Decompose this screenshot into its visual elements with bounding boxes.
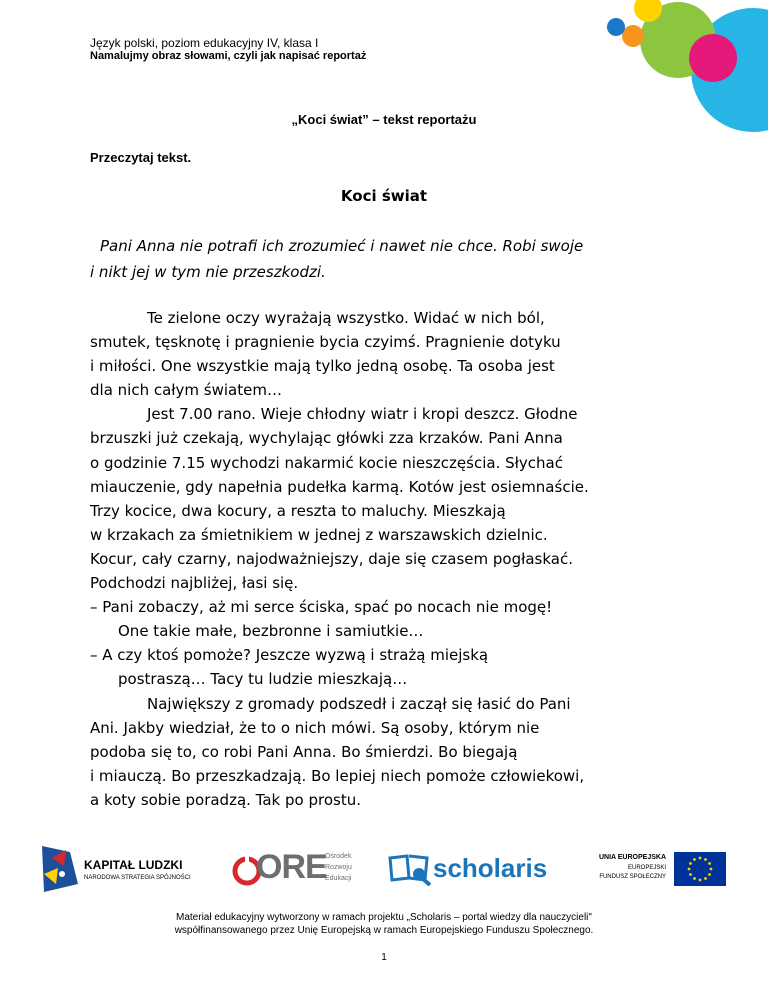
- scholaris-logo: [387, 850, 557, 890]
- body-line: miauczenie, gdy napełnia pudełka karmą. Kotów jest osiemnaście.: [90, 477, 589, 496]
- story-body: [90, 306, 690, 812]
- header-subject: Język polski, poziom edukacyjny IV, klasa I: [90, 36, 319, 50]
- eu-subtitle: EUROPEJSKI: [627, 865, 666, 871]
- body-line: a koty sobie poradzą. Tak po prostu.: [90, 790, 361, 809]
- ore-caption-line: Rozwoju: [325, 864, 352, 871]
- eu-flag-icon: [674, 852, 726, 886]
- body-line: Podchodzi najbliżej, łasi się.: [90, 574, 299, 593]
- body-line: w krzakach za śmietnikiem w jednej z warszawskich dzielnic.: [90, 525, 548, 544]
- ore-caption: [325, 851, 352, 884]
- body-line: Jest 7.00 rano. Wieje chłodny wiatr i kropi deszcz. Głodne: [147, 405, 578, 424]
- eu-title: UNIA EUROPEJSKA: [598, 854, 666, 861]
- ore-logo: [232, 848, 352, 894]
- ore-wordmark: ORE: [256, 848, 327, 886]
- body-line: podoba się to, co robi Pani Anna. Bo śmierdzi. Bo biegają: [90, 742, 518, 761]
- ore-caption-line: Edukacji: [325, 875, 352, 882]
- body-line: Największy z gromady podszedł i zaczął się łasić do Pani: [147, 694, 571, 713]
- kapital-ludzki-subtitle: NARODOWA STRATEGIA SPÓJNOŚCI: [84, 875, 191, 881]
- scholaris-book-icon: [387, 852, 433, 886]
- page-number: 1: [381, 952, 387, 963]
- eu-logo: [590, 852, 730, 896]
- sponsor-logos: [0, 840, 768, 900]
- body-line: o godzinie 7.15 wychodzi nakarmić kocie nieszczęścia. Słychać: [90, 453, 563, 472]
- ore-caption-line: Ośrodek: [325, 853, 352, 860]
- kapital-ludzki-emblem-icon: [40, 844, 78, 894]
- eu-subtitle: FUNDUSZ SPOŁECZNY: [599, 874, 666, 880]
- lead-line: Pani Anna nie potrafi ich zrozumieć i nawet nie chce. Robi swoje: [100, 237, 584, 255]
- footer-line: Materiał edukacyjny wytworzony w ramach projektu „Scholaris – portal wiedzy dla nauczycieli": [176, 912, 592, 923]
- dialogue-line: – Pani zobaczy, aż mi serce ściska, spać po nocach nie mogę!: [90, 598, 553, 617]
- body-line: i miłości. One wszystkie mają tylko jedną osobę. Ta osoba jest: [90, 357, 555, 376]
- dialogue-line: One takie małe, bezbronne i samiutkie…: [118, 622, 424, 641]
- body-line: brzuszki już czekają, wychylając główki zza krzaków. Pani Anna: [90, 429, 563, 448]
- kapital-ludzki-title: KAPITAŁ LUDZKI: [84, 858, 183, 872]
- lead-line: i nikt jej w tym nie przeszkodzi.: [90, 263, 326, 281]
- body-line: Ani. Jakby wiedział, że to o nich mówi. Są osoby, którym nie: [90, 718, 540, 737]
- scholaris-wordmark: scholaris: [433, 853, 548, 883]
- story-lead: [90, 233, 690, 285]
- instruction: Przeczytaj tekst.: [90, 150, 192, 165]
- body-line: smutek, tęsknotę i pragnienie bycia czyimś. Pragnienie dotyku: [90, 333, 561, 352]
- body-line: Te zielone oczy wyrażają wszystko. Widać w nich ból,: [147, 309, 545, 327]
- dialogue-line: – A czy ktoś pomoże? Jeszcze wyzwą i strażą miejską: [90, 646, 489, 665]
- footer-line: współfinansowanego przez Unię Europejską w ramach Europejskiego Funduszu Społecznego.: [174, 925, 594, 936]
- body-line: Trzy kocice, dwa kocury, a reszta to maluchy. Mieszkają: [90, 501, 506, 520]
- kapital-ludzki-logo: [40, 844, 200, 894]
- body-line: dla nich całym światem…: [90, 381, 282, 400]
- footer-note: [0, 911, 768, 937]
- body-line: i miauczą. Bo przeszkadzają. Bo lepiej niech pomoże człowiekowi,: [90, 766, 585, 785]
- story-title: Koci świat: [340, 187, 428, 205]
- body-line: Kocur, cały czarny, najodważniejszy, daje się czasem pogłaskać.: [90, 549, 573, 568]
- document-title: „Koci świat” – tekst reportażu: [291, 112, 477, 127]
- header-lesson-title: Namalujmy obraz słowami, czyli jak napisać reportaż: [90, 50, 367, 62]
- dialogue-line: postraszą… Tacy tu ludzie mieszkają…: [118, 670, 408, 689]
